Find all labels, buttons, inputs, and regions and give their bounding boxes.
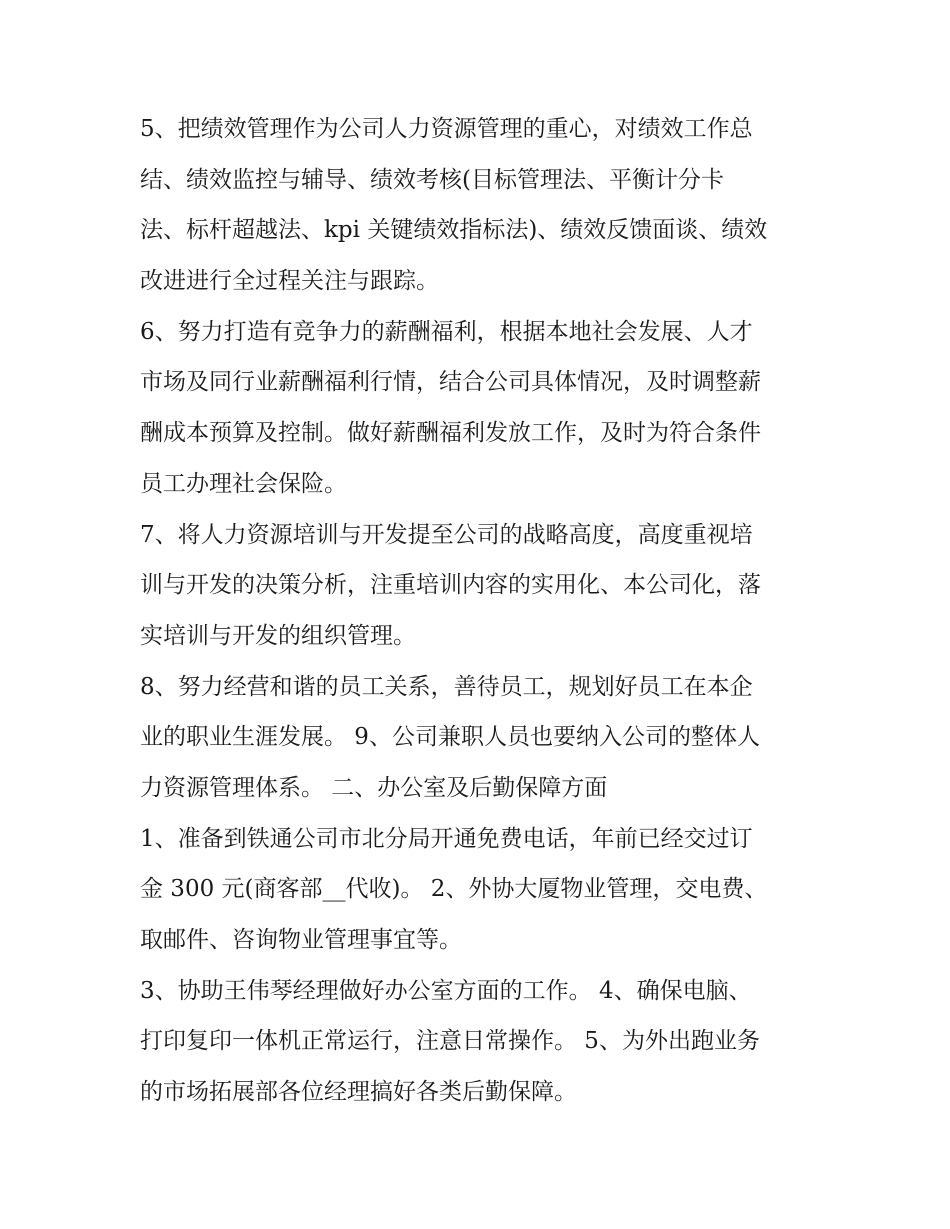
text-line: 力资源管理体系。 二、办公室及后勤保障方面 bbox=[140, 774, 608, 801]
text-line: 取邮件、咨询物业管理事宜等。 bbox=[140, 927, 462, 953]
text-line: 业的职业生涯发展。 9、公司兼职人员也要纳入公司的整体人 bbox=[140, 724, 760, 751]
text-line: 员工办理社会保险。 bbox=[140, 470, 347, 497]
text-line: 改进进行全过程关注与跟踪。 bbox=[140, 268, 439, 295]
text-line: 8、努力经营和谐的员工关系，善待员工，规划好员工在本企 bbox=[140, 673, 753, 700]
paragraph-compensation-benefits bbox=[140, 307, 820, 510]
paragraph-office-support bbox=[140, 966, 820, 1118]
paragraph-training-development bbox=[140, 510, 820, 662]
text-line: 1、准备到铁通公司市北分局开通免费电话，年前已经交过订 bbox=[140, 825, 753, 852]
document-body bbox=[140, 104, 820, 1118]
text-line: 7、将人力资源培训与开发提至公司的战略高度，高度重视培 bbox=[140, 521, 753, 548]
paragraph-employee-relations bbox=[140, 662, 820, 814]
paragraph-office-phone-property bbox=[140, 814, 820, 966]
text-line: 实培训与开发的组织管理。 bbox=[140, 622, 416, 649]
text-line: 5、把绩效管理作为公司人力资源管理的重心，对绩效工作总 bbox=[140, 116, 753, 142]
text-line: 金 300 元(商客部__代收)。 2、外协大厦物业管理，交电费、 bbox=[140, 876, 768, 903]
text-line: 结、绩效监控与辅导、绩效考核(目标管理法、平衡计分卡 bbox=[140, 166, 724, 193]
text-line: 酬成本预算及控制。做好薪酬福利发放工作，及时为符合条件 bbox=[140, 420, 761, 447]
text-line: 打印复印一体机正常运行，注意日常操作。 5、为外出跑业务 bbox=[140, 1028, 760, 1055]
text-line: 的市场拓展部各位经理搞好各类后勤保障。 bbox=[140, 1079, 577, 1106]
text-line: 训与开发的决策分析，注重培训内容的实用化、本公司化，落 bbox=[140, 572, 761, 599]
text-line: 6、努力打造有竞争力的薪酬福利，根据本地社会发展、人才 bbox=[140, 318, 753, 345]
paragraph-performance-management bbox=[140, 104, 820, 307]
text-line: 3、协助王伟琴经理做好办公室方面的工作。 4、确保电脑、 bbox=[140, 977, 752, 1004]
text-line: 市场及同行业薪酬福利行情，结合公司具体情况，及时调整薪 bbox=[140, 369, 761, 396]
text-line: 法、标杆超越法、kpi 关键绩效指标法)、绩效反馈面谈、绩效 bbox=[140, 217, 768, 244]
